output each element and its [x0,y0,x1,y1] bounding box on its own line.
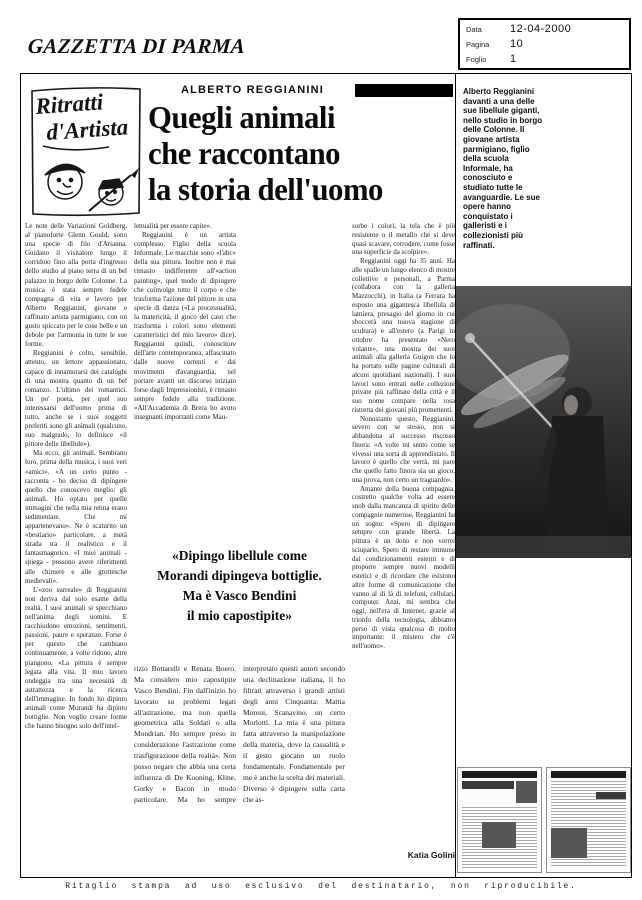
kicker-black-box [355,84,453,97]
masthead: GAZZETTA DI PARMA [27,34,246,58]
caricature-artist-face [45,164,85,199]
info-row-date [466,23,623,38]
thumbnail-masthead [551,771,626,778]
artist-face [564,395,578,415]
sheet-label: Foglio [466,55,487,64]
headline-line-1: Quegli animali [148,99,336,135]
date-label: Data [466,25,482,34]
stamp-title-line1: Ritratti [34,89,104,119]
info-row-sheet [466,53,623,68]
thumbnail-headline [462,781,514,789]
pull-quote: «Dipingo libellule come Morandi dipingeva bottiglie. Ma è Vasco Bendini il mio capostipite» [157,547,322,624]
artist-photo [456,286,631,558]
body-column-1: Le note delle Variazioni Goldberg, al pianoforte Glenn Gould, sono una specie di filo d'Arianna. Guidano il visitatore lungo il corridoio fino alla porta d'ingresso dello studio al piano terra di un bel palazzo in borgo delle Colonne. La musica è stata sempre fedele compagna di vita e lavoro per Alberto Reggianini, giovane e raffinato artista parmigiano, con un gusto spiccato per le cose belle e un debole per l'armonia in tutte le sue forme. Reggianini è colto, sensibile, attento, un lettore appassionato, capace di innamorarsi dei cataloghi di una mostra quanto di un bel romanzo. L'ultimo dei romantici. Un po' poeta, per quel suo interessarsi dell'uomo prima di tutto, anche se i suoi soggetti preferiti sono gli animali (qualcuno, suo malgrado, lo definisce «il pittore delle libellule»). Ma ecco, gli animali. Sembrano loro, prima della musica, i suoi veri «amici». «A un certo punto - racconta - ho deciso di dipingere quello che conoscevo meglio: gli animali. Ho optato per quelle immagini che nella mia retina erano sedimentate. Che mi appartenevano». Ne è scaturito un «bestiario» particolare, a metà strada tra il realistico e il fantasmagorico. «I miei animali - spiega - possono avere riferimenti alle chimere e alle grottesche medievali». L'«zoo surreale» di Reggianini non deriva dal solo esame della realtà. I suoi animali si specchiano nell'anima degli uomini. E racchiudono emozioni, sentimenti, passioni, paure e speranze. Forse è per questo che cambiano continuamente, a volte ridono, altre piangono. «La pittura è sempre legata alla vita. Il mio lavoro ondeggia tra una necessità di astrattezza e la ricerca dell'immagine. In fondo ho dipinto animali come Morandi ha dipinto bottiglie. Non voglio creare forme che hanno bisogno solo dell'intel- [25,222,127,731]
page-thumbnail-2 [546,767,631,873]
byline: Katia Golini [407,850,455,860]
headline-line-2: che raccontano [148,135,341,171]
sheet-value: 1 [510,53,517,65]
thumbnail-headline [596,792,626,799]
photo-floor [456,536,631,558]
kicker: ALBERTO REGGIANINI [180,84,324,96]
section-stamp-art [27,83,145,219]
page-value: 10 [510,38,524,50]
photo-caption: Alberto Reggianini davanti a una delle sue libellule giganti, nello studio in borgo delle Colonne. Il giovane artista parmigiano, figlio della scuola Informale, ha conosciuto e studiato tutte le avanguardie. Le sue opere hanno conquistato i galleristi e i collezionisti più raffinati. [463,87,543,250]
thumbnail-photo [516,781,537,803]
stamp-underline [43,146,109,150]
clipping-footer: Ritaglio stampa ad uso esclusivo del destinatario, non riproducibile. [65,882,577,891]
date-value: 12-04-2000 [510,23,572,35]
headline [148,99,446,207]
headline-line-3: la storia dell'uomo [148,171,383,207]
body-columns-below-quote: rizio Bottarelli e Renata Boero. Ma considero mio capostipite Vasco Bendini. Fin dall'inizio ho lavorato su problemi legati all'astrazione, ma non quella geometrica alla Soldati o alla Mondrian. Ho sempre preso in considerazione l'astrazione come trasfigurazione della realtà». Non posso negare che abbia una certa influenza di De Kooning, Kline, Gorky e Bacon in modo particolare. Ma ho sempre interpretato questi autori secondo una declinazione italiana, li ho filtrati attraverso i grandi artisti degli anni Cinquanta: Mattia Moreni, Scanavino, un certo Morlotti. La mia è una pittura fatta attraverso la manipolazione della materia, dove la casualità e il gesto giocano un ruolo fondamentale. Fondamentale per me è anche la scelta dei materiali. Diverso è dipingere sulla carta che as- [134,664,345,804]
thumbnail-photo-2 [482,822,516,848]
stamp-title-line2: d'Artista [45,114,129,145]
info-row-page [466,38,623,53]
dragonfly-head [465,333,475,343]
press-info-box [458,18,631,70]
body-column-4: sorbe i colori, la tela che è più resistente o il metallo che si deve quasi scavare, corrodere, come fosse una superficie da scolpire». Reggianini oggi ha 35 anni. Ha alle spalle un lungo elenco di mostre collettive e personali, a Parma (collabora con la galleria Mazzocchi), in Italia (a Ferrara ha esposto una gigantesca libellula di lamiera, presagio del giorno in cui sboccerà una nuova stagione di scultura) e all'estero (a Parigi in ottobre ha presentato «Nero volante», una mostra dei suoi animali alla galleria Guigon che lo ha portato sulle pagine culturali di alcuni quotidiani nazionali). I suoi lavori sono entrati nelle collezioni private più raffinate della città e il suo nome compare nella rosa ristretta dei giovani più promettenti. Nonostante questo, Reggianini, severo con se stesso, non si abbandona al successo riscosso finora: «A volte mi sento come se vivessi una sorta di apprendistato. Il lavoro è quello che verrà, mi pare che quello fatto finora sia un gioco, una prova, non certo un traguardo». Amante della buona compagnia, costretto qualche volta ad essere snob dalla mancanza di spirito delle compagnie numerose, Reggianini ha un sogno: «Spero di dipingere sempre con grande libertà. La pittura è un dono e non vorrei sciuparlo. Spero di restare immune dai condizionamenti esterni e di proporre sempre nuovi modelli estetici e di ricordare che esistono altre forme di comunicazione che vanno al di là di telefoni, cellulari, computer. Anzi, mi sembra che oggi, nell'era di Internet, grazie al trionfo della tecnologia, abbiamo perso di vista qualcosa di molto importante: il mistero che c'è nell'uomo». [352,222,455,650]
page-label: Pagina [466,40,490,49]
article-body [25,222,455,872]
page-thumbnail-1 [457,767,542,873]
artist-photo-image [456,286,631,558]
thumbnail-photo [551,828,587,858]
paintbrush-tip [131,168,139,178]
thumbnail-masthead [462,771,537,778]
section-stamp [27,83,145,219]
body-column-2-top: lettualità per essere capite». Reggianini è un artista complesso. Figlio della scuola Informale. Le macchie sono «l'abc» della sua pittura. Inoltre non è mai rimasto indifferente all'«action painting», quel modo di dipingere che coinvolge tutto il corpo e che trasforma l'azione del pittore in una specie di danza («La processualità, la matericità, il gioco del caso che trasforma i colori sono elementi caratteristici del mio lavoro» dice). Reggianini quindi, conoscitore dell'arte contemporanea, affascinato dalle nuove correnti e dai movimenti d'avanguardia, nel portare avanti un discorso iniziato forse dagli Impressionisti, è rimasto sempre fedele alla tradizione. «All'Accademia di Brera ho avuto insegnanti importanti come Mau- [134,222,236,421]
